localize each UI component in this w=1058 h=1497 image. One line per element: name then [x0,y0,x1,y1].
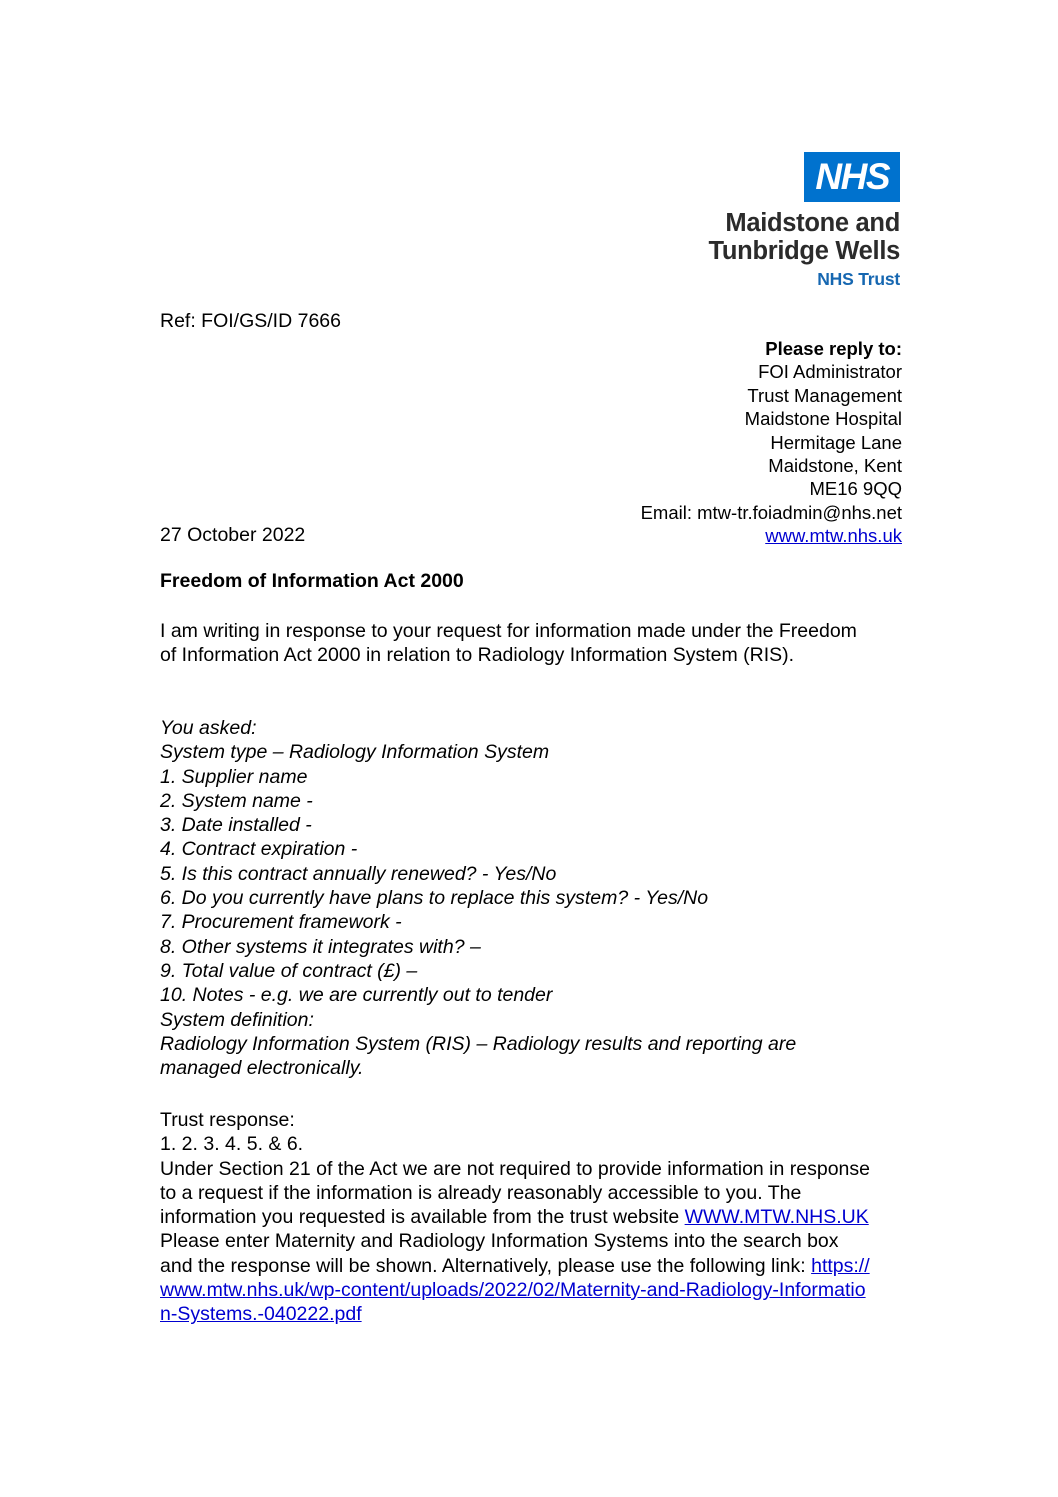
trust-subtitle: NHS Trust [817,269,900,289]
mtw-website-link[interactable]: WWW.MTW.NHS.UK [684,1206,869,1229]
reply-to-line-2: Trust Management [747,384,902,406]
you-asked-item: 5. Is this contract annually renewed? - Yes/No [160,862,557,885]
you-asked-item: 2. System name - [160,789,313,812]
reply-to-line-3: Maidstone Hospital [744,408,902,430]
reply-to-address-block [641,337,902,548]
nhs-letterhead-logo [670,152,900,290]
trust-response-body-part-1: Under Section 21 of the Act we are not required to provide information in response to a request if the information is already reasonably accessible to you. The information you requested is available from the trust website [160,1157,870,1229]
trust-response-block [160,1108,876,1327]
maternity-radiology-pdf-link[interactable]: https://www.mtw.nhs.uk/wp-content/uploads/2022/02/Maternity-and-Radiology-Information-Systems.-040222.pdf [160,1254,870,1326]
you-asked-item: 4. Contract expiration - [160,838,358,861]
system-definition-heading: System definition: [160,1008,314,1031]
you-asked-heading: You asked: [160,717,257,739]
reply-to-heading: Please reply to: [765,338,902,359]
you-asked-item: 10. Notes - e.g. we are currently out to tender [160,984,553,1007]
you-asked-block [160,716,876,1080]
you-asked-system-type: System type – Radiology Information System [160,741,550,764]
reply-to-line-5: Maidstone, Kent [768,455,902,477]
act-heading: Freedom of Information Act 2000 [160,570,464,592]
reply-to-line-4: Hermitage Lane [770,431,902,453]
you-asked-item: 7. Procurement framework - [160,911,402,934]
trust-name-line-1: Maidstone and [725,209,900,237]
you-asked-item: 9. Total value of contract (£) – [160,959,418,982]
you-asked-item: 1. Supplier name [160,765,308,788]
reference-line: Ref: FOI/GS/ID 7666 [160,310,341,332]
nhs-logo-icon: NHS [804,152,900,202]
you-asked-item: 3. Date installed - [160,814,312,837]
system-definition-text: Radiology Information System (RIS) – Radiology results and reporting are managed electronically. [160,1032,797,1080]
reply-to-email: Email: mtw-tr.foiadmin@nhs.net [640,501,902,523]
letter-date: 27 October 2022 [160,524,306,546]
reply-to-line-1: FOI Administrator [758,361,902,383]
trust-website-link[interactable]: www.mtw.nhs.uk [765,525,902,547]
trust-response-heading: Trust response: [160,1109,295,1131]
you-asked-item: 6. Do you currently have plans to replace this system? - Yes/No [160,887,709,910]
trust-response-body-part-2: Please enter Maternity and Radiology Information Systems into the search box and the response will be shown. Alternatively, please use the following link: [160,1230,839,1277]
intro-paragraph: I am writing in response to your request for information made under the Freedom of Information Act 2000 in relation to Radiology Information System (RIS). [160,620,857,667]
you-asked-item: 8. Other systems it integrates with? – [160,935,481,958]
reply-to-line-6: ME16 9QQ [809,478,902,500]
trust-response-item-numbers: 1. 2. 3. 4. 5. & 6. [160,1133,304,1156]
trust-name-line-2: Tunbridge Wells [708,237,900,265]
